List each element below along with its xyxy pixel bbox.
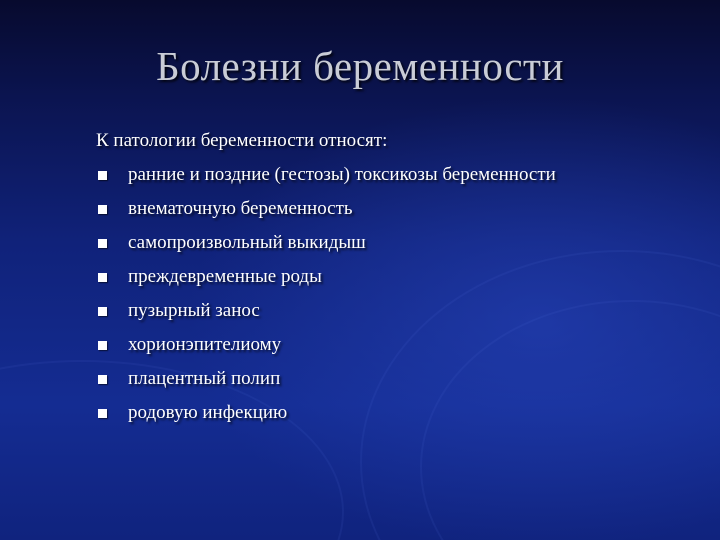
list-item [96, 192, 656, 226]
list-item-text: родовую инфекцию [128, 402, 288, 423]
slide-title: Болезни беременности [156, 43, 564, 89]
square-bullet-icon [98, 171, 107, 180]
list-item-text: плацентный полип [128, 368, 281, 389]
square-bullet-icon [98, 307, 107, 316]
list-item-text: самопроизвольный выкидыш [128, 232, 366, 253]
list-item-text: преждевременные роды [128, 266, 322, 287]
list-item-text: пузырный занос [128, 300, 260, 321]
square-bullet-icon [98, 239, 107, 248]
list-item [96, 226, 656, 260]
list-item [96, 294, 656, 328]
list-item [96, 260, 656, 294]
list-item-text: ранние и поздние (гестозы) токсикозы беременности [128, 164, 556, 185]
list-item [96, 328, 656, 362]
square-bullet-icon [98, 273, 107, 282]
square-bullet-icon [98, 375, 107, 384]
square-bullet-icon [98, 205, 107, 214]
list-item [96, 362, 656, 396]
list-item [96, 158, 656, 192]
list-item [96, 396, 656, 430]
list-item-text: внематочную беременность [128, 198, 353, 219]
list-item-text: хорионэпителиому [128, 334, 282, 355]
slide-body [96, 124, 656, 430]
square-bullet-icon [98, 409, 107, 418]
bullet-list [96, 158, 656, 430]
intro-text: К патологии беременности относят: [96, 130, 388, 151]
square-bullet-icon [98, 341, 107, 350]
